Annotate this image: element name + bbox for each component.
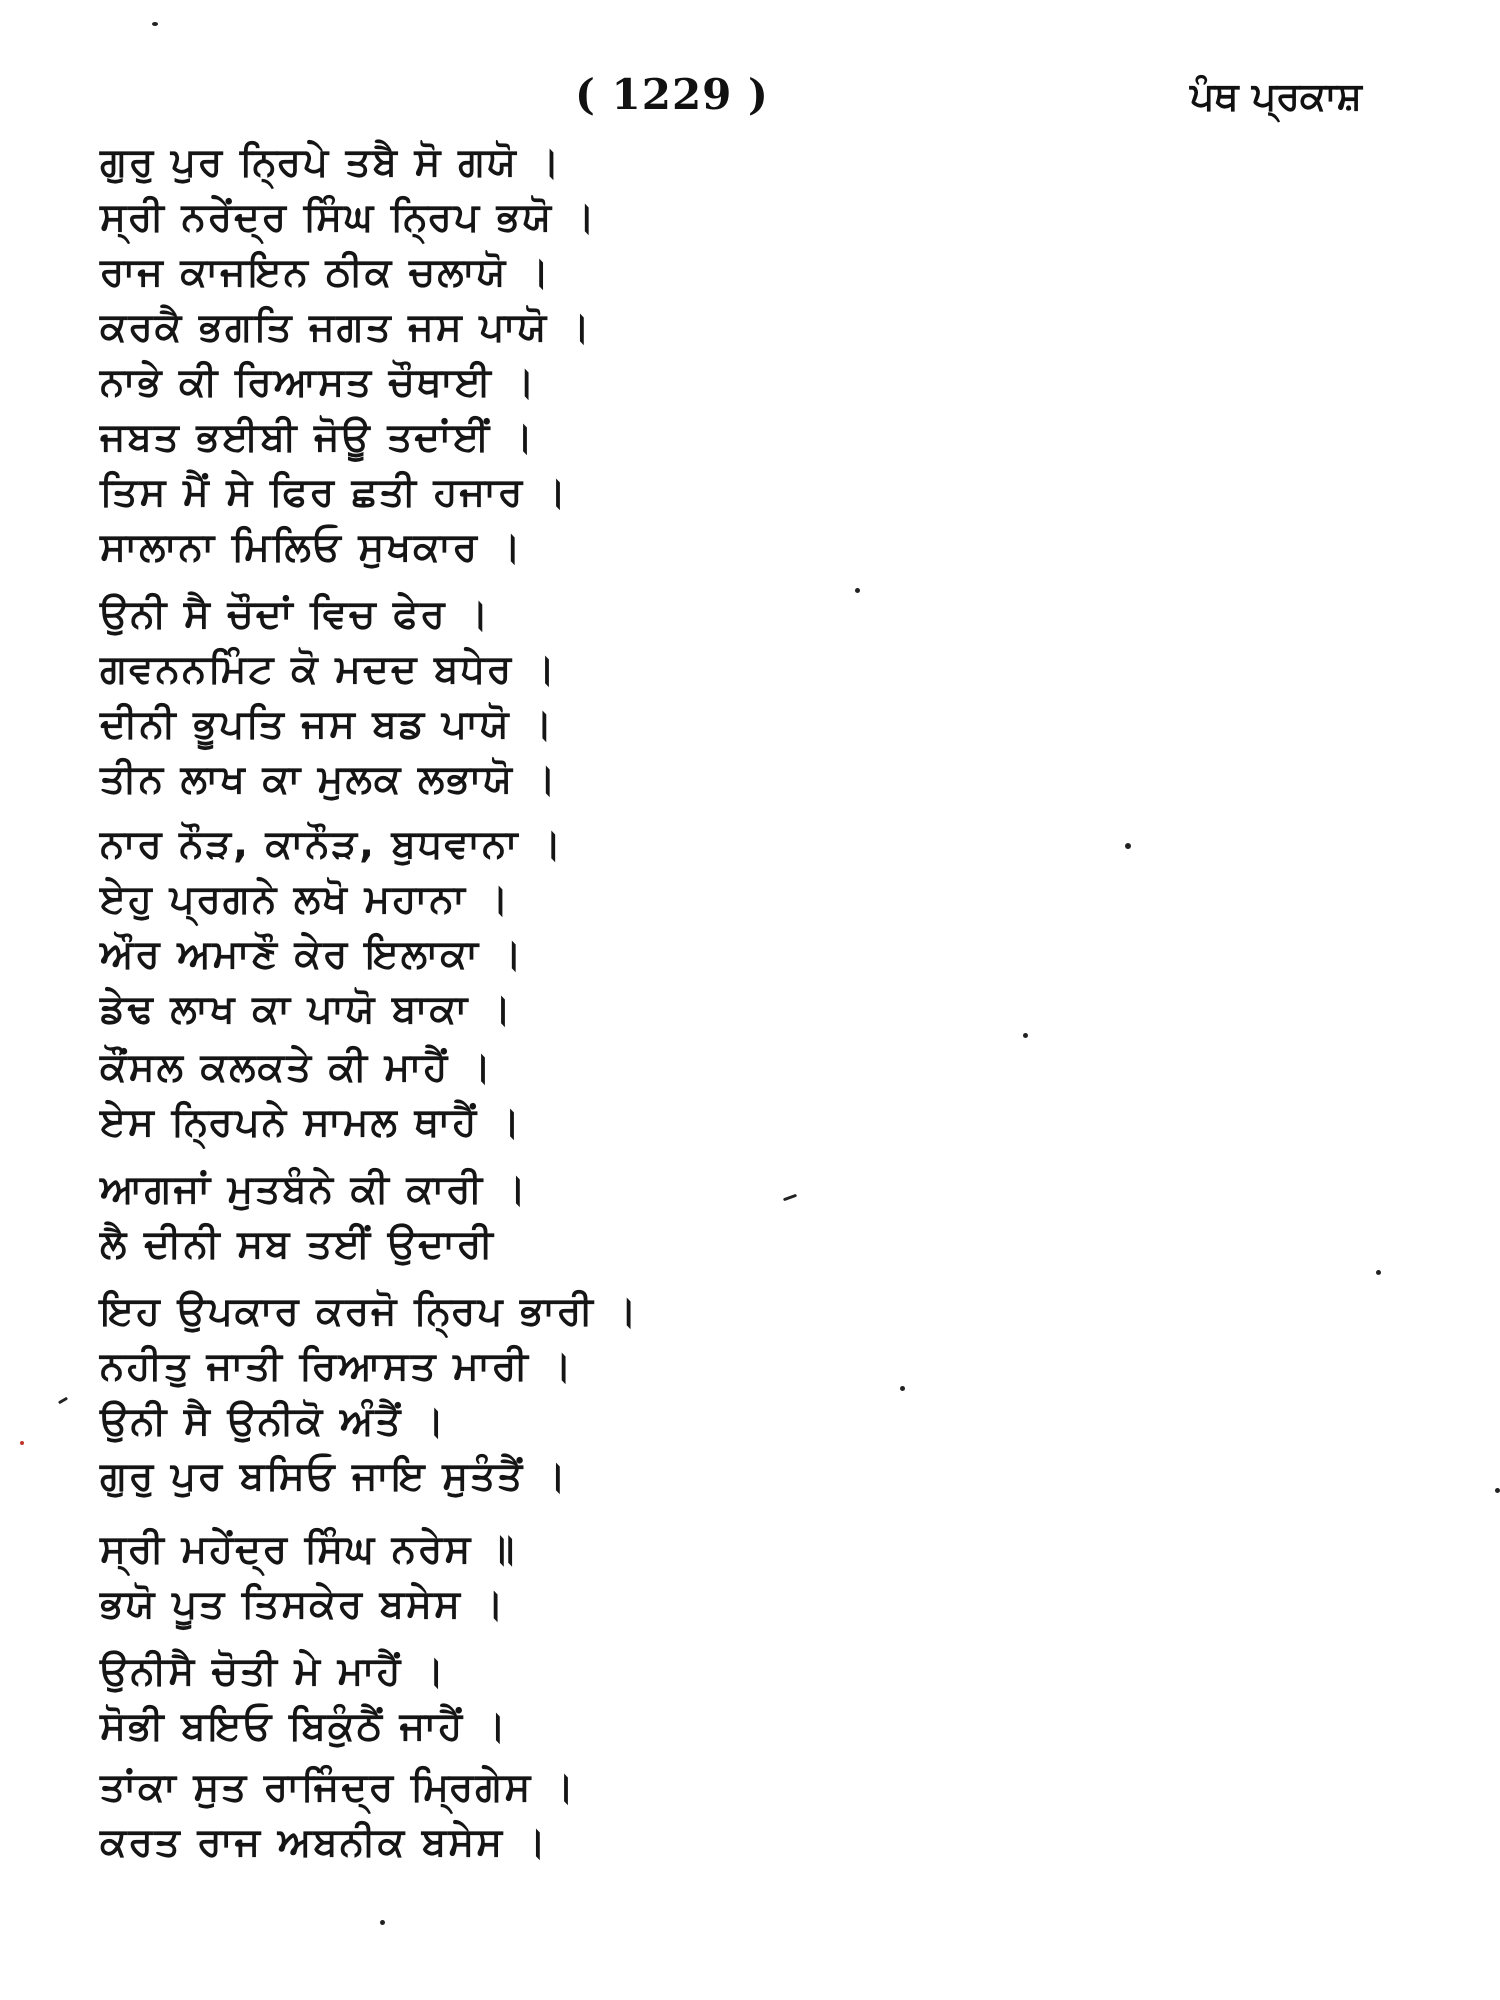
verse-line: ਉਨੀ ਸੈ ਚੌਦਾਂ ਵਿਚ ਫੇਰ ।	[100, 592, 491, 637]
verse-line: ਸ੍ਰੀ ਨਰੇਂਦ੍ਰ ਸਿੰਘ ਨ੍ਰਿਪ ਭਯੋ ।	[100, 195, 597, 240]
verse-line: ਆਗਜਾਂ ਮੁਤਬੰਨੇ ਕੀ ਕਾਰੀ ।	[100, 1167, 529, 1212]
verse-line: ਇਹ ਉਪਕਾਰ ਕਰਜੋ ਨ੍ਰਿਪ ਭਾਰੀ ।	[100, 1289, 639, 1334]
verse-line: ਨਾਭੇ ਕੀ ਰਿਆਸਤ ਚੌਥਾਈ ।	[100, 360, 537, 405]
verse-line: ਲੈ ਦੀਨੀ ਸਬ ਤਈਂ ਉਦਾਰੀ	[100, 1222, 495, 1267]
scan-speck	[380, 1920, 385, 1925]
verse-line: ਸ੍ਰੀ ਮਹੇਂਦ੍ਰ ਸਿੰਘ ਨਰੇਸ ॥	[100, 1527, 517, 1572]
verse-line: ਡੇਢ ਲਾਖ ਕਾ ਪਾਯੋ ਬਾਕਾ ।	[100, 987, 514, 1032]
verse-line: ਭਯੋ ਪੂਤ ਤਿਸਕੇਰ ਬਸੇਸ ।	[100, 1582, 506, 1627]
scan-speck	[58, 1397, 68, 1405]
scan-speck	[152, 22, 158, 26]
scan-speck	[1376, 1270, 1381, 1275]
verse-line: ਕਰਕੈ ਭਗਤਿ ਜਗਤ ਜਸ ਪਾਯੋ ।	[100, 305, 593, 350]
verse-line: ਰਾਜ ਕਾਜਇਨ ਠੀਕ ਚਲਾਯੋ ।	[100, 250, 552, 295]
verse-line: ਨਹੀਤੁ ਜਾਤੀ ਰਿਆਸਤ ਮਾਰੀ ।	[100, 1344, 574, 1389]
verse-line: ਗਵਨਨਮਿੰਟ ਕੋ ਮਦਦ ਬਧੇਰ ।	[100, 647, 558, 692]
verse-line: ਤਾਂਕਾ ਸੁਤ ਰਾਜਿੰਦ੍ਰ ਮ੍ਰਿਗੇਸ ।	[100, 1765, 577, 1810]
scan-speck	[1495, 1488, 1500, 1493]
verse-line: ਔਰ ਅਮਾਣੌ ਕੇਰ ਇਲਾਕਾ ।	[100, 932, 524, 977]
verse-line: ਸਾਲਾਨਾ ਮਿਲਿਓ ਸੁਖਕਾਰ ।	[100, 525, 523, 570]
verse-line: ਜਬਤ ਭਈਬੀ ਜੋਊ ਤਦਾਂਈਂ ।	[100, 415, 536, 460]
scan-speck	[20, 1441, 24, 1445]
verse-line: ਏਸ ਨ੍ਰਿਪਨੇ ਸਾਮਲ ਥਾਹੈਂ ।	[100, 1100, 523, 1145]
scan-speck	[855, 588, 860, 593]
verse-line: ਨਾਰ ਨੌੜ, ਕਾਨੌੜ, ਬੁਧਵਾਨਾ ।	[100, 822, 564, 867]
verse-line: ਦੀਨੀ ਭੂਪਤਿ ਜਸ ਬਡ ਪਾਯੋ ।	[100, 702, 555, 747]
verse-line: ਉਨੀਸੈ ਚੋਤੀ ਮੇ ਮਾਹੈਂ ।	[100, 1649, 447, 1694]
scan-speck	[1023, 1033, 1028, 1038]
verse-line: ਕੌਂਸਲ ਕਲਕਤੇ ਕੀ ਮਾਹੈਂ ।	[100, 1045, 494, 1090]
verse-line: ਤੀਨ ਲਾਖ ਕਾ ਮੁਲਕ ਲਭਾਯੋ ।	[100, 757, 558, 802]
verse-line: ਸੋਭੀ ਬਇਓ ਬਿਕੁੰਠੈਂ ਜਾਹੈਂ ।	[100, 1704, 509, 1749]
verse-line: ਗੁਰੁ ਪੁਰ ਨ੍ਰਿਪੇ ਤਬੈ ਸੋ ਗਯੋ ।	[100, 140, 562, 185]
verse-line: ਉਨੀ ਸੈ ਉਨੀਕੋ ਅੰਤੈਂ ।	[100, 1399, 447, 1444]
verse-line: ਗੁਰੁ ਪੁਰ ਬਸਿਓ ਜਾਇ ਸੁਤੰਤੈਂ ।	[100, 1454, 569, 1499]
verse-line: ਤਿਸ ਮੈਂ ਸੇ ਫਿਰ ਛਤੀ ਹਜਾਰ ।	[100, 470, 569, 515]
verse-line: ਏਹੁ ਪ੍ਰਗਨੇ ਲਖੋ ਮਹਾਨਾ ।	[100, 877, 511, 922]
running-title: ਪੰਥ ਪ੍ਰਕਾਸ਼	[1190, 74, 1362, 118]
scan-speck	[1125, 843, 1131, 849]
scan-speck	[900, 1386, 905, 1391]
scan-speck	[783, 1194, 797, 1202]
verse-line: ਕਰਤ ਰਾਜ ਅਬਨੀਕ ਬਸੇਸ ।	[100, 1820, 549, 1865]
page-number: ( 1229 )	[575, 70, 769, 119]
